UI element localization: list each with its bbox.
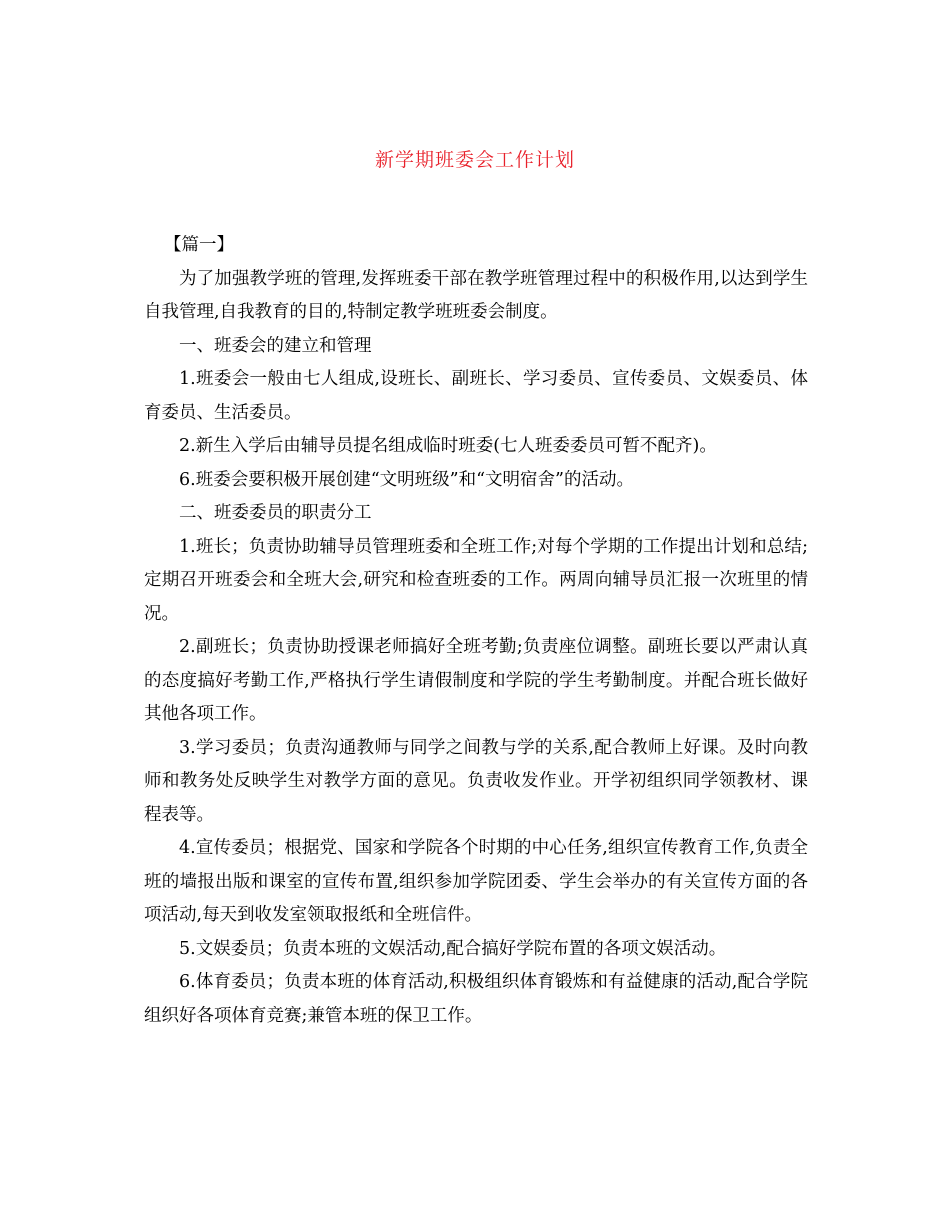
document-body: [144, 229, 808, 1033]
paragraph-item: 2.新生入学后由辅导员提名组成临时班委(七人班委委员可暂不配齐)。: [179, 436, 717, 456]
paragraph-item: 4.宣传委员；根据党、国家和学院各个时期的中心任务,组织宣传教育工作,负责全班的墙报出版和课室的宣传布置,组织参加学院团委、学生会举办的有关宣传方面的各项活动,每天到收发室领取报纸和全班信件。: [144, 838, 808, 925]
paragraph-item: 6.体育委员；负责本班的体育活动,积极组织体育锻炼和有益健康的活动,配合学院组织好各项体育竞赛;兼管本班的保卫工作。: [144, 972, 808, 1026]
paragraph-item: 2.副班长；负责协助授课老师搞好全班考勤;负责座位调整。副班长要以严肃认真的态度搞好考勤工作,严格执行学生请假制度和学院的学生考勤制度。并配合班长做好其他各项工作。: [144, 637, 808, 724]
paragraph-item: 3.学习委员；负责沟通教师与同学之间教与学的关系,配合教师上好课。及时向教师和教务处反映学生对教学方面的意见。负责收发作业。开学初组织同学领教材、课程表等。: [144, 737, 808, 825]
document-title: 新学期班委会工作计划: [374, 149, 575, 171]
section-label: 【篇一】: [164, 235, 234, 255]
heading-duties: 二、班委委员的职责分工: [179, 503, 372, 523]
paragraph-item: 5.文娱委员；负责本班的文娱活动,配合搞好学院布置的各项文娱活动。: [179, 938, 727, 959]
heading-establishment: 一、班委会的建立和管理: [179, 335, 372, 356]
paragraph-intro: 为了加强教学班的管理,发挥班委干部在教学班管理过程中的积极作用,以达到学生自我管理,自我教育的目的,特制定教学班班委会制度。: [144, 268, 808, 322]
paragraph-item: 6.班委会要积极开展创建“文明班级”和“文明宿舍”的活动。: [179, 469, 634, 490]
paragraph-item: 1.班委会一般由七人组成,设班长、副班长、学习委员、宣传委员、文娱委员、体育委员、生活委员。: [144, 369, 808, 423]
paragraph-item: 1.班长；负责协助辅导员管理班委和全班工作;对每个学期的工作提出计划和总结;定期召开班委会和全班大会,研究和检查班委的工作。两周向辅导员汇报一次班里的情况。: [144, 536, 808, 624]
